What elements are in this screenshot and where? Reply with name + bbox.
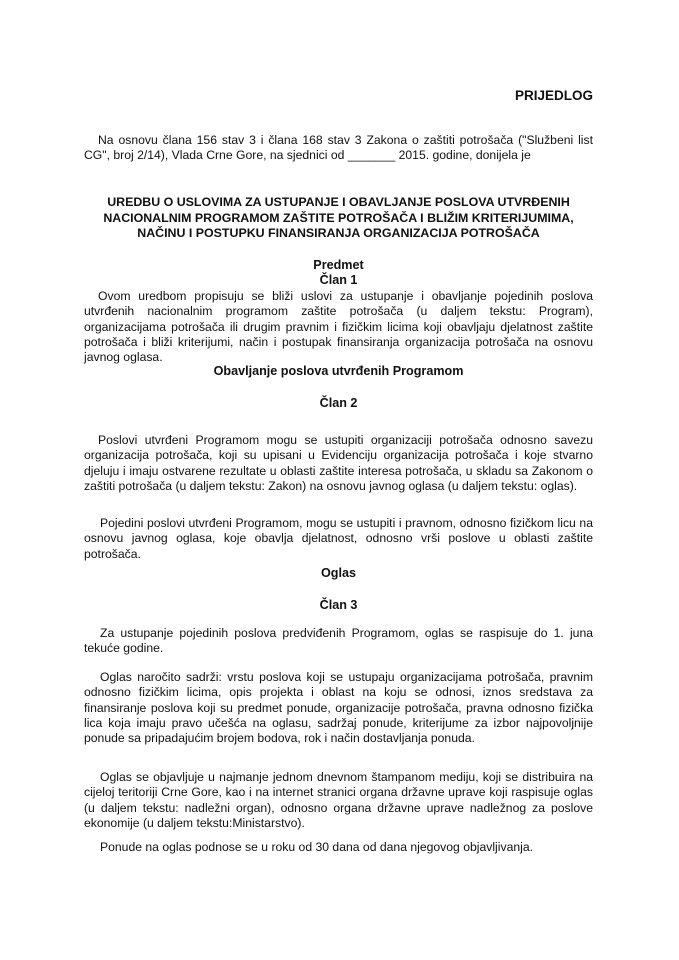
- regulation-title: UREDBU O USLOVIMA ZA USTUPANJE I OBAVLJANJE POSLOVA UTVRĐENIH NACIONALNIM PROGRAMOM ZAŠTITE POTROŠAČA I BLIŽIM KRITERIJUMIMA, NAČINU I POSTUPKU FINANSIRANJA ORGANIZACIJA POTROŠAČA: [103, 195, 574, 241]
- section-heading-obavljanje: Obavljanje poslova utvrđenih Programom: [213, 364, 464, 378]
- article-3-heading: Član 3: [319, 598, 358, 612]
- article-1-heading: Član 1: [319, 273, 358, 287]
- section-heading-predmet: Predmet: [313, 258, 364, 272]
- article-2-paragraph-1: Poslovi utvrđeni Programom mogu se ustupiti organizaciji potrošača odnosno savezu organizacija potrošača, koji su upisani u Evidenciju organizacija potrošača i koje stvarno djeluju i imaju ostvarene rezultate u oblasti zaštite interesa potrošača, u skladu sa Zakonom o zaštiti potrošača (u daljem tekstu: Zakon) na osnovu javnog oglasa (u daljem tekstu: oglas).: [84, 433, 593, 493]
- intro-paragraph: Na osnovu člana 156 stav 3 i člana 168 stav 3 Zakona o zaštiti potrošača ("Službeni list CG", broj 2/14), Vlada Crne Gore, na sjednici od _______ 2015. godine, donijela je: [84, 133, 593, 163]
- article-3-paragraph-3: Oglas se objavljuje u najmanje jednom dnevnom štampanom mediju, koji se distribuira na cijeloj teritoriji Crne Gore, kao i na internet stranici organa državne uprave koji raspisuje oglas (u daljem tekstu: nadležni organ), odnosno organa državne uprave nadležnog za poslove ekonomije (u daljem tekstu:Ministarstvo).: [84, 770, 593, 830]
- article-2-paragraph-2: Pojedini poslovi utvrđeni Programom, mogu se ustupiti i pravnom, odnosno fizičkom licu na osnovu javnog oglasa, koje obavlja djelatnost, odnosno vrši poslove u oblasti zaštite potrošača.: [84, 516, 593, 561]
- article-3-paragraph-2: Oglas naročito sadrži: vrstu poslova koji se ustupaju organizacijama potrošača, pravnim odnosno fizičkim licima, opis projekta i oblast na koju se odnosi, iznos sredstava za finansiranje poslova koji su predmet ponude, organizacije potrošača, pravna odnosno fizička lica koja imaju pravo učešća na oglasu, sadržaj ponude, kriterijume za izbor najpovoljnije ponude sa pripadajućim brojem bodova, rok i način dostavljanja ponuda.: [84, 670, 593, 746]
- article-1-paragraph-1: Ovom uredbom propisuju se bliži uslovi za ustupanje i obavljanje pojedinih poslova utvrđenih nacionalnim programom zaštite potrošača (u daljem tekstu: Program), organizacijama potrošača ili drugim pravnim i fizičkim licima koji obavljaju djelatnost zaštite potrošača i bliži kriterijumi, način i postupak finansiranja organizacija potrošača na osnovu javnog oglasa.: [84, 289, 593, 365]
- section-heading-oglas: Oglas: [321, 566, 356, 580]
- article-3-paragraph-4: Ponude na oglas podnose se u roku od 30 dana od dana njegovog objavljivanja.: [100, 840, 533, 854]
- article-3-paragraph-1: Za ustupanje pojedinih poslova predviđenih Programom, oglas se raspisuje do 1. juna tekuće godine.: [84, 626, 593, 656]
- proposal-label: PRIJEDLOG: [514, 88, 593, 103]
- article-2-heading: Član 2: [319, 396, 358, 410]
